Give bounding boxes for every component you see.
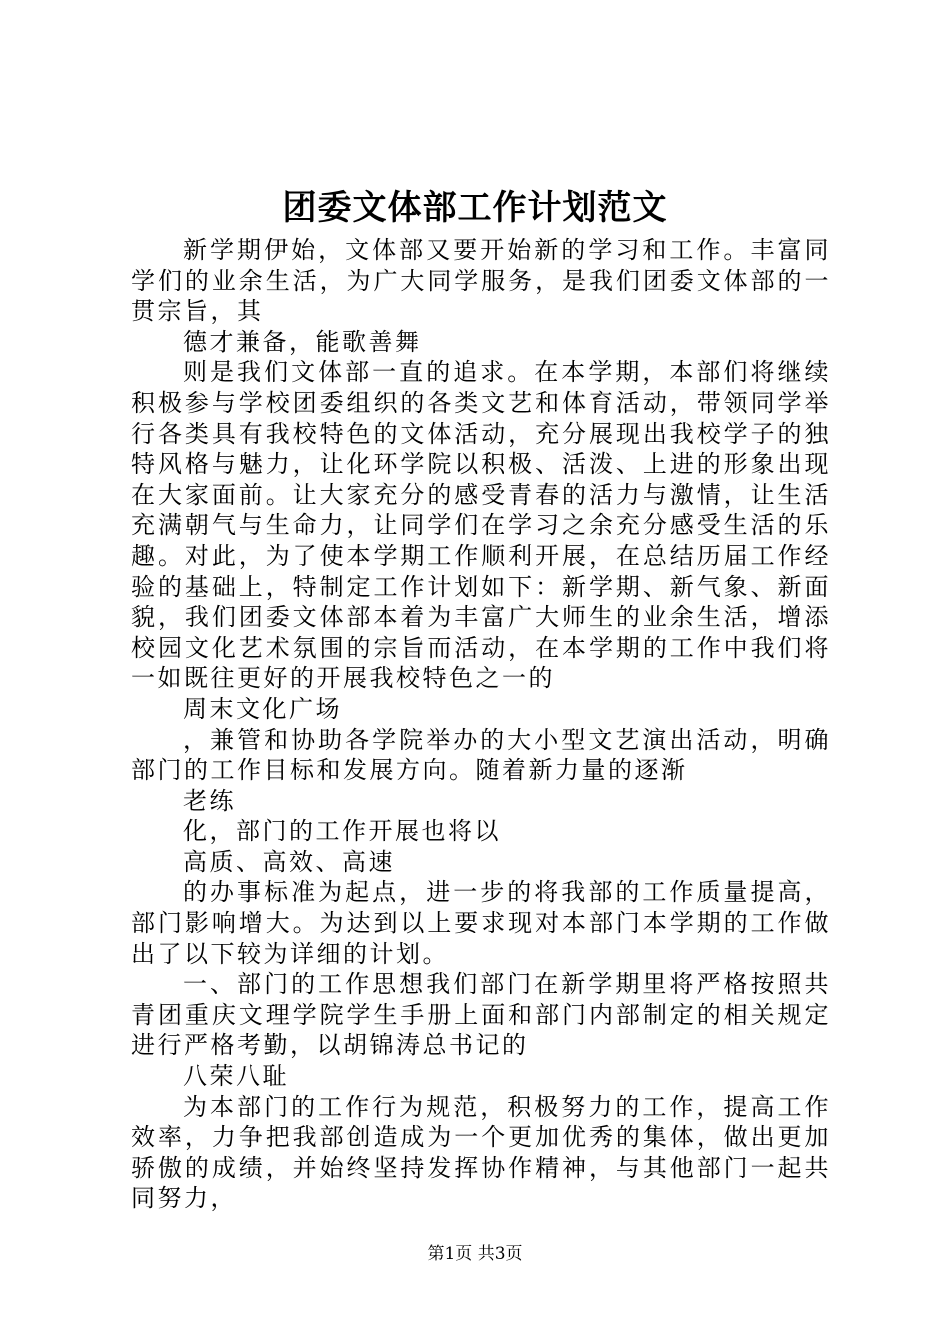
paragraph: ，兼管和协助各学院举办的大小型文艺演出活动，明确部门的工作目标和发展方向。随着新力量的逐渐: [131, 725, 831, 785]
paragraph: 化，部门的工作开展也将以: [183, 817, 501, 846]
paragraph: 高质、高效、高速: [183, 847, 395, 876]
paragraph: 为本部门的工作行为规范，积极努力的工作，提高工作效率，力争把我部创造成为一个更加优秀的集体，做出更加骄傲的成绩，并始终坚持发挥协作精神，与其他部门一起共同努力，: [131, 1092, 831, 1213]
paragraph: 八荣八耻: [183, 1062, 289, 1091]
paragraph: 老练: [183, 786, 236, 815]
paragraph: 德才兼备，能歌善舞: [183, 327, 422, 356]
paragraph: 的办事标准为起点，进一步的将我部的工作质量提高，部门影响增大。为达到以上要求现对本部门本学期的工作做出了以下较为详细的计划。: [131, 878, 831, 968]
paragraph: 则是我们文体部一直的追求。在本学期，本部们将继续积极参与学校团委组织的各类文艺和体育活动，带领同学举行各类具有我校特色的文体活动，充分展现出我校学子的独特风格与魅力，让化环学院以积极、活泼、上进的形象出现在大家面前。让大家充分的感受青春的活力与激情，让生活充满朝气与生命力，让同学们在学习之余充分感受生活的乐趣。对此，为了使本学期工作顺利开展，在总结历届工作经验的基础上，特制定工作计划如下：新学期、新气象、新面貌，我们团委文体部本着为丰富广大师生的业余生活，增添校园文化艺术氛围的宗旨而活动，在本学期的工作中我们将一如既往更好的开展我校特色之一的: [131, 358, 831, 693]
page-number-footer: 第1页 共3页: [427, 1244, 523, 1264]
paragraph: 新学期伊始，文体部又要开始新的学习和工作。丰富同学们的业余生活，为广大同学服务，是我们团委文体部的一贯宗旨，其: [131, 236, 831, 326]
document-body: [131, 235, 831, 1214]
paragraph: 周末文化广场: [183, 694, 342, 723]
document-title: 团委文体部工作计划范文: [282, 188, 668, 228]
paragraph: 一、部门的工作思想我们部门在新学期里将严格按照共青团重庆文理学院学生手册上面和部门内部制定的相关规定进行严格考勤，以胡锦涛总书记的: [131, 970, 831, 1060]
